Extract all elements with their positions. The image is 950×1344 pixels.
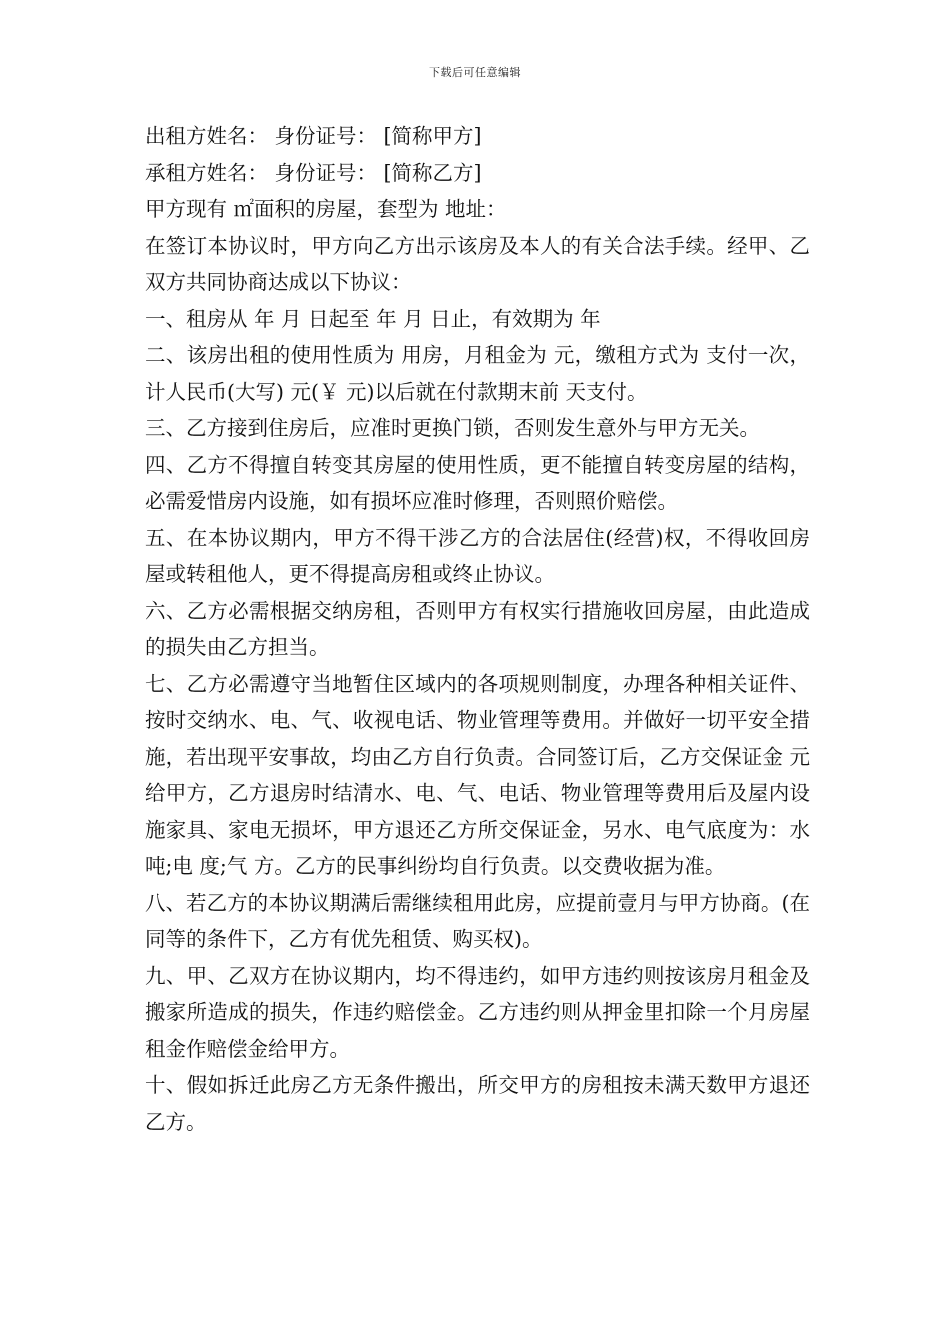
clause-2: 二、该房出租的使用性质为 用房，月租金为 元，缴租方式为 支付一次，计人民币(大写) 元(￥ 元)以后就在付款期末前 天支付。 (145, 343, 810, 404)
clause-9: 九、甲、乙双方在协议期内，均不得违约，如甲方违约则按该房月租金及搬家所造成的损失，作违约赔偿金。乙方违约则从押金里扣除一个月房屋租金作赔偿金给甲方。 (145, 963, 810, 1061)
property-line: 甲方现有 ㎡面积的房屋，套型为 地址： (145, 197, 507, 221)
clause-5: 五、在本协议期内，甲方不得干涉乙方的合法居住(经营)权，不得收回房屋或转租他人，更不得提高房租或终止协议。 (145, 525, 810, 586)
page-header: 下载后可任意编辑 (429, 66, 521, 79)
clause-8: 八、若乙方的本协议期满后需继续租用此房，应提前壹月与甲方协商。(在同等的条件下，乙方有优先租赁、购买权)。 (145, 890, 810, 951)
party-a-line: 出租方姓名： 身份证号： [简称甲方] (145, 124, 482, 148)
preamble-paragraph: 在签订本协议时，甲方向乙方出示该房及本人的有关合法手续。经甲、乙双方共同协商达成以下协议： (145, 233, 810, 294)
party-b-line: 承租方姓名： 身份证号： [简称乙方] (145, 160, 482, 185)
contract-body (145, 118, 810, 1140)
clause-1: 一、租房从 年 月 日起至 年 月 日止，有效期为 年 (145, 306, 601, 331)
clause-3: 三、乙方接到住房后，应准时更换门锁，否则发生意外与甲方无关。 (145, 416, 760, 440)
clause-7: 七、乙方必需遵守当地暂住区域内的各项规则制度，办理各种相关证件、按时交纳水、电、气、收视电话、物业管理等费用。并做好一切平安全措施，若出现平安事故，均由乙方自行负责。合同签订后，乙方交保证金 元给甲方，乙方退房时结清水、电、气、电话、物业管理等费用后及屋内设施家具、家电无损坏，甲方退还乙方所交保证金，另水、电气底度为：水 吨;电 度;气 方。乙方的民事纠纷均自行负责。以交费收据为准。 (145, 671, 810, 878)
clause-4: 四、乙方不得擅自转变其房屋的使用性质，更不能擅自转变房屋的结构，必需爱惜房内设施，如有损坏应准时修理，否则照价赔偿。 (145, 452, 810, 513)
clause-10: 十、假如拆迁此房乙方无条件搬出，所交甲方的房租按未满天数甲方退还乙方。 (145, 1073, 810, 1134)
clause-6: 六、乙方必需根据交纳房租，否则甲方有权实行措施收回房屋，由此造成的损失由乙方担当。 (145, 598, 810, 659)
